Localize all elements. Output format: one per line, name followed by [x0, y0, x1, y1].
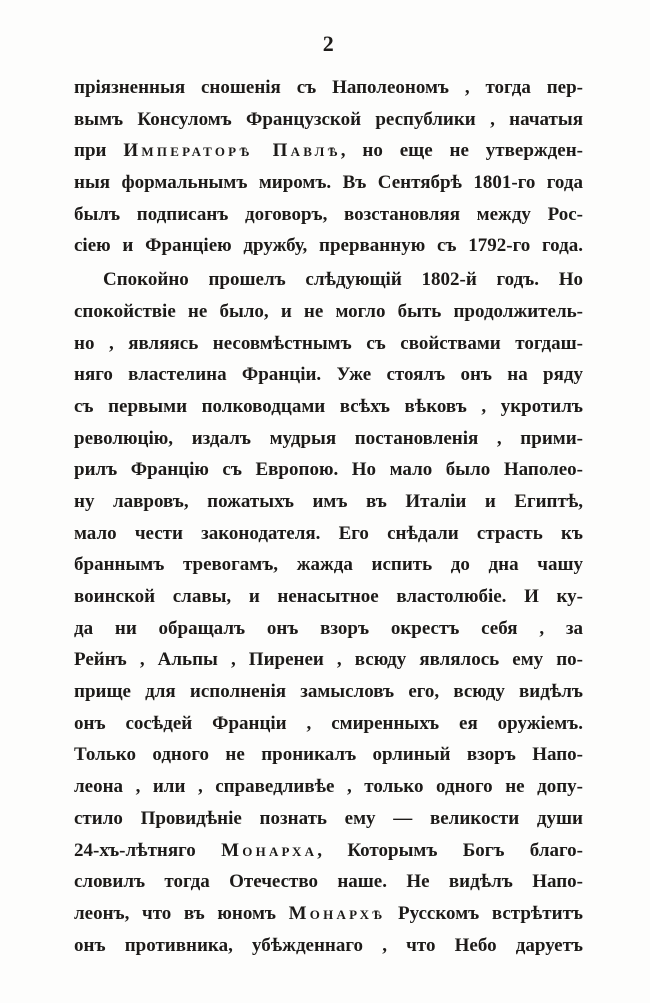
- text-line: [74, 104, 583, 136]
- text-line: [74, 771, 583, 803]
- text-line: [74, 518, 583, 550]
- text-line: [74, 72, 583, 104]
- text-segment: но , являясь несовмѣстнымъ съ свойствами тогдаш-: [74, 332, 583, 354]
- text-segment: рилъ Францію съ Европою. Но мало было Наполео-: [74, 459, 583, 481]
- text-line: [74, 581, 583, 613]
- text-segment: революцію, издалъ мудрыя постановленія , прими-: [74, 427, 583, 449]
- text-segment: , но еще не утвержден-: [340, 140, 583, 162]
- text-segment: стило Провидѣніе познать ему — великости души: [74, 807, 583, 829]
- text-line: [74, 739, 583, 771]
- text-segment: воинской славы, и ненасытное властолюбіе. И ку-: [74, 586, 583, 607]
- text-segment: да ни обращалъ онъ взоръ окрестъ себя , за: [74, 617, 583, 639]
- text-segment: былъ подписанъ договоръ, возстановляя между Рос-: [74, 203, 583, 225]
- text-line: [74, 898, 583, 930]
- text-line: [74, 708, 583, 740]
- text-segment: Рейнъ , Альпы , Пиренеи , всюду являлось ему по-: [74, 649, 583, 671]
- text-line: [74, 803, 583, 835]
- text-segment: Русскомъ встрѣтитъ: [385, 902, 583, 924]
- text-segment: прище для исполненія замысловъ его, всюду видѣлъ: [74, 681, 583, 703]
- text-line: [74, 644, 583, 676]
- text-line: [74, 328, 583, 360]
- text-line: [74, 135, 583, 167]
- text-line: [74, 199, 583, 231]
- text-line: [74, 230, 583, 262]
- text-segment: леонъ, что въ юномъ: [74, 902, 289, 924]
- text-segment: при: [74, 140, 124, 162]
- text-segment: вымъ Консуломъ Французской республики , начатыя: [74, 108, 583, 130]
- text-line: [74, 835, 583, 867]
- text-block: [74, 72, 583, 961]
- text-segment: съ первыми полководцами всѣхъ вѣковъ , укротилъ: [74, 395, 583, 417]
- text-line: [74, 264, 583, 296]
- text-line: [74, 549, 583, 581]
- text-line: [74, 391, 583, 423]
- text-line: [74, 676, 583, 708]
- text-line: [74, 454, 583, 486]
- text-segment: словилъ тогда Отечество наше. Не видѣлъ Напо-: [74, 871, 583, 893]
- text-line: [74, 866, 583, 898]
- smallcaps-text: Монарха: [221, 839, 318, 861]
- text-segment: ныя формальнымъ миромъ. Въ Сентябрѣ 1801-го года: [74, 172, 583, 194]
- text-segment: браннымъ тревогамъ, жажда испить до дна чашу: [74, 554, 583, 576]
- text-segment: пріязненныя сношенія съ Наполеономъ , тогда пер-: [74, 77, 583, 98]
- text-segment: няго властелина Франціи. Уже стоялъ онъ на ряду: [74, 364, 583, 386]
- text-segment: мало чести законодателя. Его снѣдали страсть къ: [74, 522, 583, 544]
- smallcaps-text: Императорѣ Павлѣ: [123, 140, 341, 162]
- text-line: [74, 486, 583, 518]
- text-line: [74, 296, 583, 328]
- page-number: 2: [322, 31, 335, 56]
- text-line: [74, 423, 583, 455]
- text-line: [74, 930, 583, 962]
- text-segment: онъ противника, убѣжденнаго , что Небо даруетъ: [74, 934, 583, 956]
- text-line: [74, 613, 583, 645]
- text-segment: 24-хъ-лѣтняго: [74, 839, 222, 861]
- text-segment: Спокойно прошелъ слѣдующій 1802-й годъ. Но: [103, 269, 583, 291]
- text-line: [74, 167, 583, 199]
- smallcaps-text: Монархѣ: [288, 902, 386, 924]
- text-segment: леона , или , справедливѣе , только одного не допу-: [74, 776, 583, 798]
- text-segment: спокойствіе не было, и не могло быть продолжитель-: [74, 300, 583, 322]
- text-segment: онъ сосѣдей Франціи , смиренныхъ ея оружіемъ.: [74, 712, 583, 734]
- text-segment: Только одного не проникалъ орлиный взоръ Напо-: [74, 744, 583, 766]
- text-segment: , Которымъ Богъ благо-: [317, 839, 583, 861]
- text-line: [74, 359, 583, 391]
- text-segment: сіею и Франціею дружбу, прерванную съ 1792-го года.: [74, 235, 583, 257]
- text-segment: ну лавровъ, пожатыхъ имъ въ Италіи и Египтѣ,: [74, 490, 583, 512]
